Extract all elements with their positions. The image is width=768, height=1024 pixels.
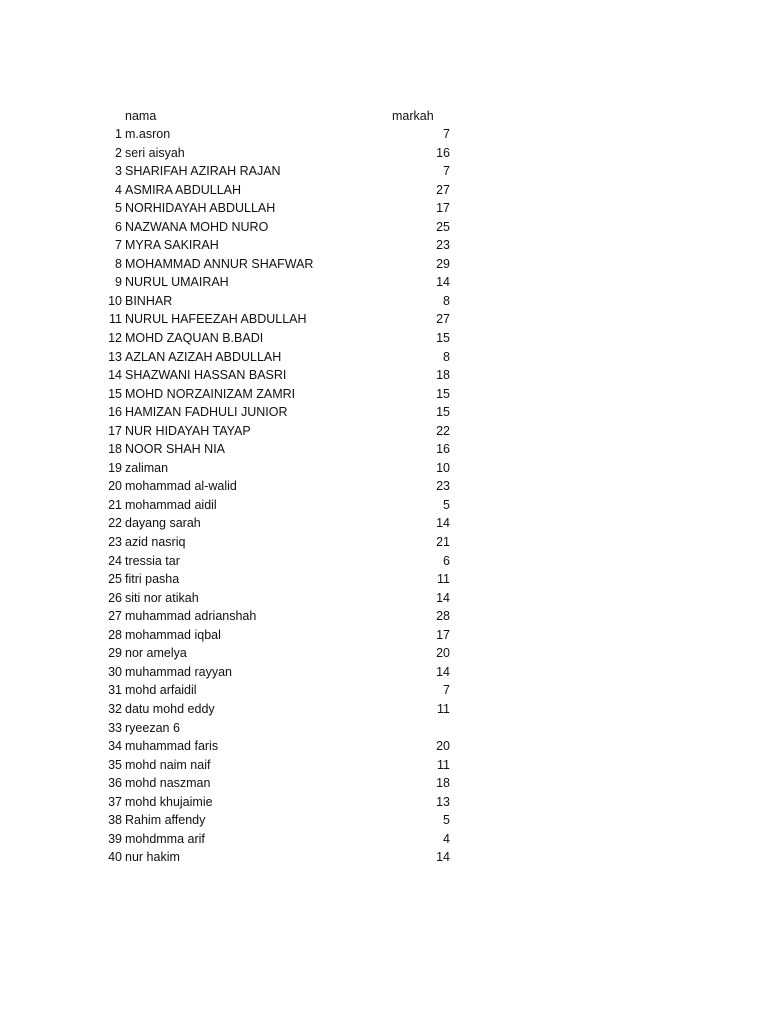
- student-mark: 15: [436, 331, 450, 346]
- student-mark: 10: [436, 460, 450, 475]
- student-mark: 20: [436, 739, 450, 754]
- table-row: [0, 255, 768, 274]
- table-row: [0, 273, 768, 292]
- table-body: [0, 125, 768, 867]
- table-row: [0, 644, 768, 663]
- student-name: datu mohd eddy: [125, 701, 215, 716]
- student-name: MOHAMMAD ANNUR SHAFWAR: [125, 256, 314, 271]
- row-number: 23: [108, 535, 122, 550]
- student-mark: 18: [436, 776, 450, 791]
- row-number: 12: [108, 331, 122, 346]
- student-name: muhammad rayyan: [125, 664, 232, 679]
- student-mark: 6: [443, 553, 450, 568]
- row-number: 5: [115, 201, 122, 216]
- student-mark: 17: [436, 627, 450, 642]
- student-mark: 20: [436, 646, 450, 661]
- table-row: [0, 737, 768, 756]
- table-row: [0, 144, 768, 163]
- row-number: 40: [108, 850, 122, 865]
- student-mark: 18: [436, 368, 450, 383]
- student-mark: 14: [436, 516, 450, 531]
- table-row: [0, 589, 768, 608]
- student-name: dayang sarah: [125, 516, 201, 531]
- student-name: tressia tar: [125, 553, 180, 568]
- table-row: [0, 218, 768, 237]
- student-mark: 8: [443, 349, 450, 364]
- row-number: 32: [108, 701, 122, 716]
- row-number: 14: [108, 368, 122, 383]
- table-row: [0, 385, 768, 404]
- student-name: NUR HIDAYAH TAYAP: [125, 423, 251, 438]
- row-number: 13: [108, 349, 122, 364]
- student-mark: 25: [436, 219, 450, 234]
- student-mark: 5: [443, 813, 450, 828]
- student-mark: 13: [436, 794, 450, 809]
- table-row: [0, 366, 768, 385]
- table-row: [0, 181, 768, 200]
- student-name: azid nasriq: [125, 535, 186, 550]
- student-name: muhammad adrianshah: [125, 609, 257, 624]
- row-number: 39: [108, 831, 122, 846]
- row-number: 30: [108, 664, 122, 679]
- row-number: 15: [108, 386, 122, 401]
- student-name: seri aisyah: [125, 145, 185, 160]
- row-number: 31: [108, 683, 122, 698]
- name-column-header: nama: [125, 109, 157, 123]
- table-row: [0, 848, 768, 867]
- student-mark: 7: [443, 683, 450, 698]
- table-row: [0, 440, 768, 459]
- student-mark: 23: [436, 238, 450, 253]
- table-row: [0, 719, 768, 738]
- row-number: 18: [108, 442, 122, 457]
- student-name: NURUL UMAIRAH: [125, 275, 229, 290]
- table-row: [0, 552, 768, 571]
- student-name: SHARIFAH AZIRAH RAJAN: [125, 164, 281, 179]
- student-name: muhammad faris: [125, 739, 219, 754]
- student-mark: 14: [436, 590, 450, 605]
- student-mark: 14: [436, 275, 450, 290]
- student-name: mohd naim naif: [125, 757, 211, 772]
- table-row: [0, 700, 768, 719]
- student-name: NURUL HAFEEZAH ABDULLAH: [125, 312, 307, 327]
- row-number: 20: [108, 479, 122, 494]
- student-name: mohammad aidil: [125, 497, 217, 512]
- student-mark: 11: [437, 701, 450, 716]
- table-row: [0, 199, 768, 218]
- student-name: SHAZWANI HASSAN BASRI: [125, 368, 287, 383]
- student-name: NAZWANA MOHD NURO: [125, 219, 269, 234]
- row-number: 21: [108, 497, 122, 512]
- student-name: mohammad al-walid: [125, 479, 237, 494]
- student-name: MYRA SAKIRAH: [125, 238, 219, 253]
- table-row: [0, 793, 768, 812]
- student-mark: 23: [436, 479, 450, 494]
- student-name: nor amelya: [125, 646, 187, 661]
- mark-column-header: markah: [392, 109, 434, 123]
- table-row: [0, 162, 768, 181]
- student-name: ASMIRA ABDULLAH: [125, 182, 242, 197]
- row-number: 35: [108, 757, 122, 772]
- student-mark: 17: [436, 201, 450, 216]
- student-name: BINHAR: [125, 293, 173, 308]
- student-name: mohdmma arif: [125, 831, 205, 846]
- table-row: [0, 607, 768, 626]
- student-mark: 16: [436, 145, 450, 160]
- student-mark: 15: [436, 386, 450, 401]
- student-name: ryeezan 6: [125, 720, 180, 735]
- student-mark: 7: [443, 164, 450, 179]
- row-number: 26: [108, 590, 122, 605]
- student-name: mohammad iqbal: [125, 627, 221, 642]
- row-number: 38: [108, 813, 122, 828]
- row-number: 16: [108, 405, 122, 420]
- row-number: 2: [115, 145, 122, 160]
- student-name: fitri pasha: [125, 572, 180, 587]
- student-mark: 21: [436, 535, 450, 550]
- student-mark: 15: [436, 405, 450, 420]
- student-name: siti nor atikah: [125, 590, 199, 605]
- row-number: 24: [108, 553, 122, 568]
- student-name: nur hakim: [125, 850, 180, 865]
- row-number: 22: [108, 516, 122, 531]
- student-name: NOOR SHAH NIA: [125, 442, 226, 457]
- student-mark: 14: [436, 850, 450, 865]
- student-mark: 8: [443, 293, 450, 308]
- table-row: [0, 756, 768, 775]
- row-number: 19: [108, 460, 122, 475]
- row-number: 3: [115, 164, 122, 179]
- table-row: [0, 496, 768, 515]
- student-mark: 16: [436, 442, 450, 457]
- student-name: HAMIZAN FADHULI JUNIOR: [125, 405, 288, 420]
- table-row: [0, 681, 768, 700]
- student-name: NORHIDAYAH ABDULLAH: [125, 201, 276, 216]
- student-name: AZLAN AZIZAH ABDULLAH: [125, 349, 282, 364]
- table-row: [0, 459, 768, 478]
- student-mark: 27: [436, 182, 450, 197]
- row-number: 17: [108, 423, 122, 438]
- table-row: [0, 329, 768, 348]
- table-row: [0, 403, 768, 422]
- row-number: 1: [115, 127, 122, 141]
- student-mark: 11: [437, 572, 450, 587]
- row-number: 29: [108, 646, 122, 661]
- student-name: mohd khujaimie: [125, 794, 213, 809]
- student-mark: 27: [436, 312, 450, 327]
- table-header: [0, 107, 768, 125]
- student-mark: 5: [443, 497, 450, 512]
- student-mark: 29: [436, 256, 450, 271]
- student-mark: 4: [443, 831, 450, 846]
- row-number: 11: [109, 312, 122, 327]
- row-number: 33: [108, 720, 122, 735]
- table-row: [0, 774, 768, 793]
- row-number: 36: [108, 776, 122, 791]
- student-mark: 11: [437, 757, 450, 772]
- student-name: Rahim affendy: [125, 813, 206, 828]
- row-number: 28: [108, 627, 122, 642]
- student-name: mohd naszman: [125, 776, 211, 791]
- row-number: 10: [108, 293, 122, 308]
- row-number: 7: [115, 238, 122, 253]
- student-name: MOHD ZAQUAN B.BADI: [125, 331, 264, 346]
- row-number: 34: [108, 739, 122, 754]
- student-mark: 7: [443, 127, 450, 141]
- row-number: 6: [115, 219, 122, 234]
- table-row: [0, 422, 768, 441]
- row-number: 8: [115, 256, 122, 271]
- row-number: 9: [115, 275, 122, 290]
- row-number: 37: [108, 794, 122, 809]
- table-row: [0, 477, 768, 496]
- table-row: [0, 236, 768, 255]
- table-row: [0, 830, 768, 849]
- student-name: MOHD NORZAINIZAM ZAMRI: [125, 386, 296, 401]
- table-row: [0, 348, 768, 367]
- table-row: [0, 292, 768, 311]
- table-row: [0, 570, 768, 589]
- student-mark: 28: [436, 609, 450, 624]
- table-row: [0, 626, 768, 645]
- student-name: zaliman: [125, 460, 169, 475]
- table-row: [0, 811, 768, 830]
- row-number: 25: [108, 572, 122, 587]
- student-name: mohd arfaidil: [125, 683, 197, 698]
- row-number: 27: [108, 609, 122, 624]
- table-row: [0, 533, 768, 552]
- table-row: [0, 125, 768, 144]
- student-mark: 14: [436, 664, 450, 679]
- table-row: [0, 310, 768, 329]
- table-row: [0, 663, 768, 682]
- student-name: m.asron: [125, 127, 171, 141]
- row-number: 4: [115, 182, 122, 197]
- table-row: [0, 514, 768, 533]
- student-mark: 22: [436, 423, 450, 438]
